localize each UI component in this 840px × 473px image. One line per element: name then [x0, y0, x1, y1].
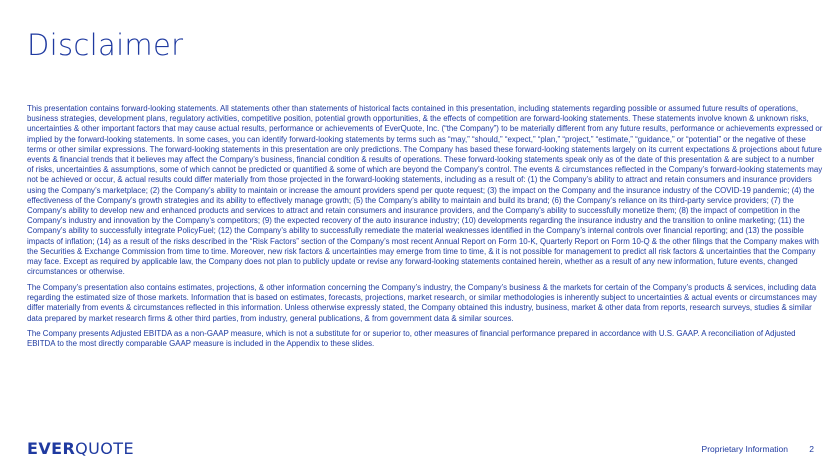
logo-text-light: QUOTE [75, 439, 134, 458]
proprietary-information-label: Proprietary Information [701, 444, 788, 454]
everquote-logo [27, 439, 134, 459]
logo-text-bold: EVER [27, 439, 76, 458]
page-title: Disclaimer [27, 28, 184, 62]
disclaimer-body [27, 104, 823, 355]
market-data-paragraph: The Company’s presentation also contains estimates, projections, & other information concerning the Company’s industry, the Company’s business & the markets for certain of the Company’s products & services, including data regarding the estimated size of those markets. Information that is based on estimates, forecasts, projections, market research, or similar methodologies is inherently subject to uncertainties & actual events or circumstances may differ materially from events & circumstances reflected in this information. Unless otherwise expressly stated, the Company obtained this industry, business, market & other data from reports, research surveys, studies & similar data prepared by market research firms & other third parties, from industry, general publications, & from government data & similar sources. [27, 282, 817, 323]
forward-looking-paragraph: This presentation contains forward-looking statements. All statements other than statements of historical facts contained in this presentation, including statements regarding possible or assumed future results of operations, business strategies, development plans, regulatory activities, competitive position, potential growth opportunities, & the effects of competition are forward-looking statements. These statements involve known & unknown risks, uncertainties & other important factors that may cause actual results, performance or achievements of EverQuote, Inc. (“the Company”) to be materially different from any future results, performance or achievements expressed or implied by the forward-looking statements. In some cases, you can identify forward-looking statements by terms such as “may,” “should,” “expect,” “plan,” “project,” “estimate,” “guidance,” or “potential” or the negative of these terms or other similar expressions. The forward-looking statements in this presentation are only predictions. The Company has based these forward-looking statements largely on its current expectations & projections about future events & financial trends that it believes may affect the Company’s business, financial condition & results of operations. These forward-looking statements speak only as of the date of this presentation & are subject to a number of risks, uncertainties & assumptions, some of which cannot be predicted or quantified & some of which are beyond the Company’s control. The events & circumstances reflected in the Company’s forward-looking statements may not be achieved or occur, & actual results could differ materially from those projected in the forward-looking statements, including as a result of: (1) the Company’s ability to attract and retain consumers and insurance providers using the Company’s marketplace; (2) the Company’s ability to maintain or increase the amount providers spend per quote request; (3) the impact on the Company and the insurance industry of the COVID-19 pandemic; (4) the effectiveness of the Company’s growth strategies and its ability to effectively manage growth; (5) the Company’s ability to maintain and build its brand; (6) the Company’s reliance on its third-party service providers; (7) the Company’s ability to develop new and enhanced products and services to attract and retain consumers and insurance providers, and the Company’s ability to successfully monetize them; (8) the impact of competition in the Company’s industry and innovation by the Company’s competitors; (9) the expected recovery of the auto insurance industry; (10) developments regarding the insurance industry and the transition to online marketing; (11) the Company’s ability to successfully integrate PolicyFuel; (12) the Company’s ability to successfully remediate the material weaknesses identified in the Company’s internal controls over financial reporting; and (13) the possible impacts of inflation; (14) as a result of the risks described in the “Risk Factors” section of the Company’s most recent Annual Report on Form 10-K, Quarterly Report on Form 10-Q & the other filings that the Company makes with the Securities & Exchange Commission from time to time. Moreover, new risk factors & uncertainties may emerge from time to time, & it is not possible for management to predict all risk factors & uncertainties that the Company may face. Except as required by applicable law, the Company does not plan to publicly update or revise any forward-looking statements contained herein, whether as a result of any new information, future events, changed circumstances or otherwise. [27, 104, 823, 277]
non-gaap-paragraph: The Company presents Adjusted EBITDA as a non-GAAP measure, which is not a substitute for or superior to, other measures of financial performance prepared in accordance with U.S. GAAP. A reconciliation of Adjusted EBITDA to the most directly comparable GAAP measure is included in the Appendix to these slides. [27, 329, 796, 349]
page-number: 2 [809, 444, 814, 454]
